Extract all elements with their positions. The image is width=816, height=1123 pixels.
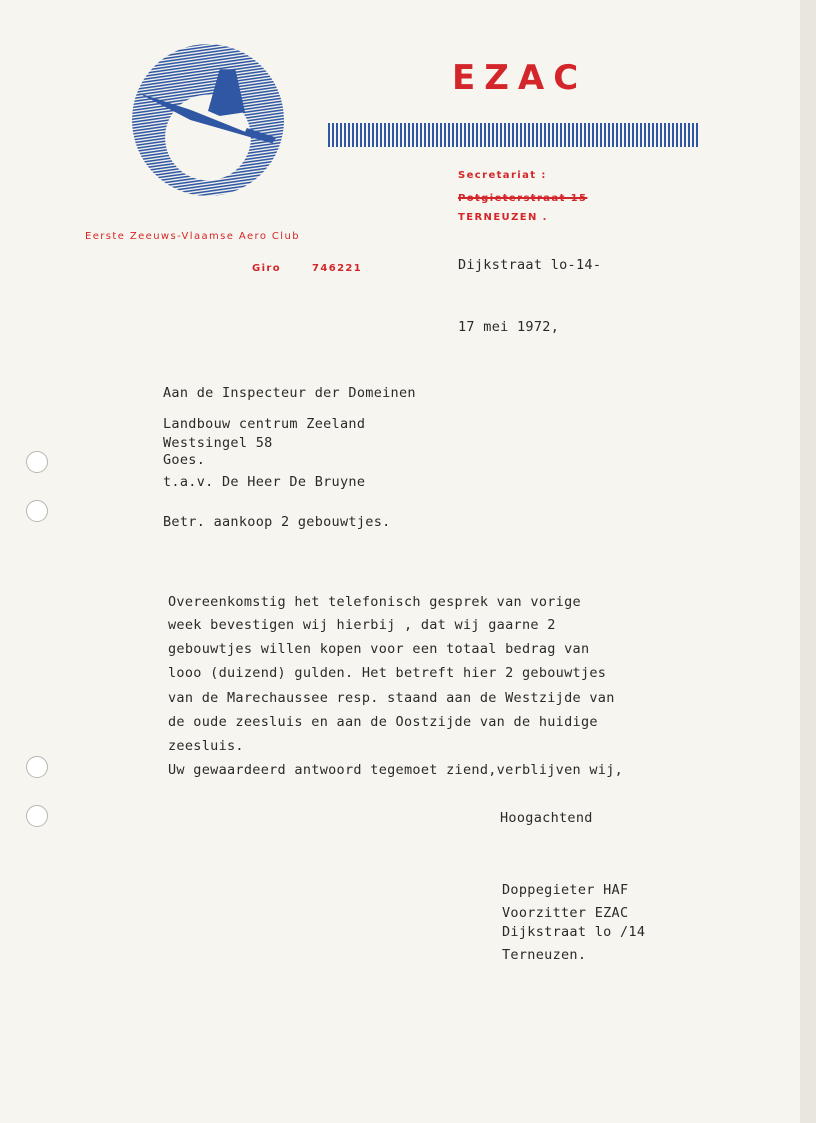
new-street-typed: Dijkstraat lo-14- [458,257,602,273]
recipient-line: Landbouw centrum Zeeland [163,416,366,432]
body-line: de oude zeesluis en aan de Oostzijde van de huidige [168,714,598,730]
signature-line: Doppegieter HAF [502,882,629,898]
recipient-line: t.a.v. De Heer De Bruyne [163,474,366,490]
letterhead-stripe [328,123,698,147]
old-street-struck: Potgieterstraat 15 [458,193,588,204]
signature-line: Voorzitter EZAC [502,905,629,921]
recipient-line: Goes. [163,452,206,468]
page-edge [800,0,816,1123]
recipient-line: Aan de Inspecteur der Domeinen [163,385,416,401]
body-line: week bevestigen wij hierbij , dat wij gaarne 2 [168,617,556,633]
body-line: Uw gewaardeerd antwoord tegemoet ziend,verblijven wij, [168,762,624,778]
signature-line: Dijkstraat lo /14 [502,924,646,940]
recipient-line: Westsingel 58 [163,435,273,451]
body-line: gebouwtjes willen kopen voor een totaal bedrag van [168,641,590,657]
body-line: zeesluis. [168,738,244,754]
closing: Hoogachtend [500,810,593,826]
punch-hole [26,756,48,778]
signature-line: Terneuzen. [502,947,587,963]
body-line: van de Marechaussee resp. staand aan de Westzijde van [168,690,615,706]
letter-date: 17 mei 1972, [458,319,560,335]
body-line: looo (duizend) gulden. Het betreft hier 2 gebouwtjes [168,665,607,681]
club-full-name: Eerste Zeeuws-Vlaamse Aero Club [85,231,300,242]
giro-number: 746221 [312,263,363,274]
ezac-logo-emblem [130,42,286,198]
giro-label: Giro [252,263,282,274]
punch-hole [26,805,48,827]
club-acronym: EZAC [452,58,588,98]
secretariat-city: TERNEUZEN . [458,212,548,223]
letter-subject: Betr. aankoop 2 gebouwtjes. [163,514,391,530]
secretariat-label: Secretariat : [458,170,547,181]
punch-hole [26,451,48,473]
body-line: Overeenkomstig het telefonisch gesprek van vorige [168,594,581,610]
punch-hole [26,500,48,522]
